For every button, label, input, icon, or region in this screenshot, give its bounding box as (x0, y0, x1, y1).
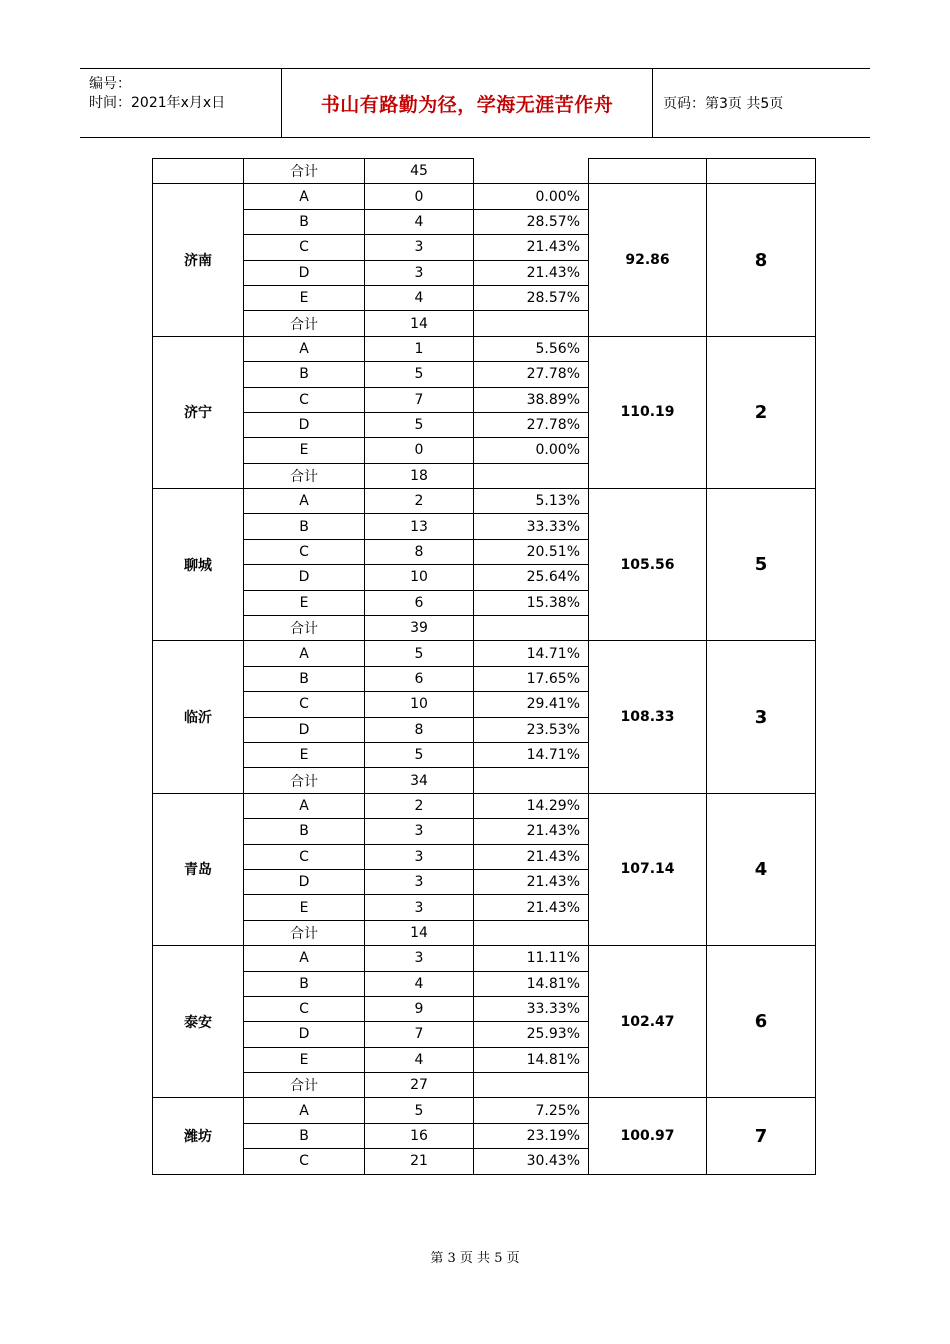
total-count: 14 (365, 920, 474, 945)
grade-level: A (244, 793, 365, 818)
grade-percent: 28.57% (474, 285, 589, 310)
score-cell (589, 159, 707, 184)
grade-percent: 14.29% (474, 793, 589, 818)
grade-level: C (244, 387, 365, 412)
rank: 2 (707, 336, 816, 488)
total-percent (474, 311, 589, 336)
avg-score: 105.56 (589, 489, 707, 641)
total-percent (474, 463, 589, 488)
grade-level: C (244, 235, 365, 260)
grade-percent: 27.78% (474, 412, 589, 437)
grade-count: 13 (365, 514, 474, 539)
table-row (153, 793, 816, 818)
table-row (153, 159, 816, 184)
grade-percent: 5.56% (474, 336, 589, 361)
grade-level: B (244, 819, 365, 844)
total-percent (474, 616, 589, 641)
city-name: 泰安 (153, 946, 244, 1098)
grade-level: D (244, 412, 365, 437)
grade-count: 5 (365, 1098, 474, 1123)
grade-percent: 38.89% (474, 387, 589, 412)
grade-percent: 15.38% (474, 590, 589, 615)
grade-count: 8 (365, 539, 474, 564)
rank: 8 (707, 184, 816, 336)
grade-count: 2 (365, 489, 474, 514)
grade-level: A (244, 946, 365, 971)
grade-level: E (244, 438, 365, 463)
grade-percent: 23.19% (474, 1123, 589, 1148)
grade-level: C (244, 692, 365, 717)
total-count: 18 (365, 463, 474, 488)
grade-count: 4 (365, 971, 474, 996)
grade-level: B (244, 362, 365, 387)
table-row (153, 641, 816, 666)
rank-cell (707, 159, 816, 184)
grade-level: C (244, 996, 365, 1021)
grade-count: 5 (365, 742, 474, 767)
grade-level: A (244, 641, 365, 666)
total-label: 合计 (244, 616, 365, 641)
grade-level: E (244, 895, 365, 920)
grade-level: B (244, 666, 365, 691)
grade-percent: 14.81% (474, 1047, 589, 1072)
grade-percent: 21.43% (474, 235, 589, 260)
blank-cell (474, 159, 589, 184)
grade-percent: 21.43% (474, 895, 589, 920)
avg-score: 102.47 (589, 946, 707, 1098)
grade-count: 4 (365, 209, 474, 234)
number-label: 编号： (89, 76, 131, 92)
grade-count: 3 (365, 895, 474, 920)
grade-count: 6 (365, 666, 474, 691)
page-header (80, 68, 870, 138)
grade-count: 3 (365, 260, 474, 285)
total-percent (474, 1073, 589, 1098)
grade-level: B (244, 971, 365, 996)
grade-count: 7 (365, 387, 474, 412)
table-row (153, 184, 816, 209)
grade-count: 10 (365, 565, 474, 590)
grade-percent: 20.51% (474, 539, 589, 564)
grade-percent: 0.00% (474, 438, 589, 463)
grade-level: A (244, 489, 365, 514)
total-label: 合计 (244, 768, 365, 793)
grade-count: 1 (365, 336, 474, 361)
grade-level: E (244, 1047, 365, 1072)
city-name: 潍坊 (153, 1098, 244, 1174)
city-name: 济南 (153, 184, 244, 336)
rank: 4 (707, 793, 816, 945)
total-label: 合计 (244, 159, 365, 184)
grade-percent: 7.25% (474, 1098, 589, 1123)
total-label: 合计 (244, 1073, 365, 1098)
total-count: 39 (365, 616, 474, 641)
table-row (153, 336, 816, 361)
total-count: 34 (365, 768, 474, 793)
grade-level: A (244, 1098, 365, 1123)
grade-level: B (244, 1123, 365, 1148)
header-meta (80, 69, 282, 137)
grade-percent: 33.33% (474, 996, 589, 1021)
grade-level: C (244, 844, 365, 869)
grade-level: E (244, 285, 365, 310)
grade-count: 5 (365, 412, 474, 437)
total-label: 合计 (244, 311, 365, 336)
grade-level: D (244, 717, 365, 742)
grade-percent: 21.43% (474, 260, 589, 285)
avg-score: 108.33 (589, 641, 707, 793)
total-label: 合计 (244, 920, 365, 945)
rank: 3 (707, 641, 816, 793)
city-name: 临沂 (153, 641, 244, 793)
rank: 6 (707, 946, 816, 1098)
grade-percent: 11.11% (474, 946, 589, 971)
grade-percent: 5.13% (474, 489, 589, 514)
table-row (153, 946, 816, 971)
grade-percent: 25.93% (474, 1022, 589, 1047)
grade-count: 8 (365, 717, 474, 742)
grade-count: 7 (365, 1022, 474, 1047)
grade-level: D (244, 869, 365, 894)
total-count: 14 (365, 311, 474, 336)
total-label: 合计 (244, 463, 365, 488)
grade-percent: 27.78% (474, 362, 589, 387)
avg-score: 110.19 (589, 336, 707, 488)
grade-level: C (244, 1149, 365, 1174)
grade-level: E (244, 590, 365, 615)
city-name: 济宁 (153, 336, 244, 488)
grade-percent: 14.81% (474, 971, 589, 996)
grade-count: 3 (365, 869, 474, 894)
grade-count: 5 (365, 641, 474, 666)
page-footer: 第 3 页 共 5 页 (430, 1251, 520, 1266)
grade-percent: 21.43% (474, 869, 589, 894)
grade-count: 21 (365, 1149, 474, 1174)
total-percent (474, 768, 589, 793)
grade-count: 0 (365, 184, 474, 209)
grade-percent: 33.33% (474, 514, 589, 539)
grade-count: 0 (365, 438, 474, 463)
grade-count: 3 (365, 235, 474, 260)
grade-count: 2 (365, 793, 474, 818)
grade-count: 4 (365, 1047, 474, 1072)
page-indicator: 页码：第3页 共5页 (663, 96, 784, 112)
grade-count: 10 (365, 692, 474, 717)
grade-count: 3 (365, 946, 474, 971)
grade-level: C (244, 539, 365, 564)
grade-level: D (244, 260, 365, 285)
avg-score: 100.97 (589, 1098, 707, 1174)
table-row (153, 489, 816, 514)
grade-level: B (244, 514, 365, 539)
grade-percent: 25.64% (474, 565, 589, 590)
city-cell (153, 159, 244, 184)
city-name: 青岛 (153, 793, 244, 945)
grade-percent: 14.71% (474, 641, 589, 666)
avg-score: 107.14 (589, 793, 707, 945)
grade-count: 5 (365, 362, 474, 387)
total-count: 27 (365, 1073, 474, 1098)
grade-level: D (244, 565, 365, 590)
grade-count: 9 (365, 996, 474, 1021)
grade-count: 3 (365, 819, 474, 844)
rank: 7 (707, 1098, 816, 1174)
grade-percent: 17.65% (474, 666, 589, 691)
grade-percent: 21.43% (474, 819, 589, 844)
grade-level: B (244, 209, 365, 234)
stats-body (153, 159, 816, 1175)
grade-percent: 28.57% (474, 209, 589, 234)
avg-score: 92.86 (589, 184, 707, 336)
grade-percent: 21.43% (474, 844, 589, 869)
grade-count: 3 (365, 844, 474, 869)
grade-percent: 29.41% (474, 692, 589, 717)
grade-level: E (244, 742, 365, 767)
grade-count: 6 (365, 590, 474, 615)
grade-percent: 23.53% (474, 717, 589, 742)
grade-count: 16 (365, 1123, 474, 1148)
rank: 5 (707, 489, 816, 641)
total-count: 45 (365, 159, 474, 184)
grade-percent: 0.00% (474, 184, 589, 209)
total-percent (474, 920, 589, 945)
grade-level: A (244, 336, 365, 361)
city-stats-table (152, 158, 816, 1175)
grade-level: D (244, 1022, 365, 1047)
grade-percent: 14.71% (474, 742, 589, 767)
motto: 书山有路勤为径，学海无涯苦作舟 (282, 69, 653, 137)
grade-level: A (244, 184, 365, 209)
date-label: 时间：2021年x月x日 (89, 95, 226, 111)
city-name: 聊城 (153, 489, 244, 641)
grade-count: 4 (365, 285, 474, 310)
table-row (153, 1098, 816, 1123)
grade-percent: 30.43% (474, 1149, 589, 1174)
